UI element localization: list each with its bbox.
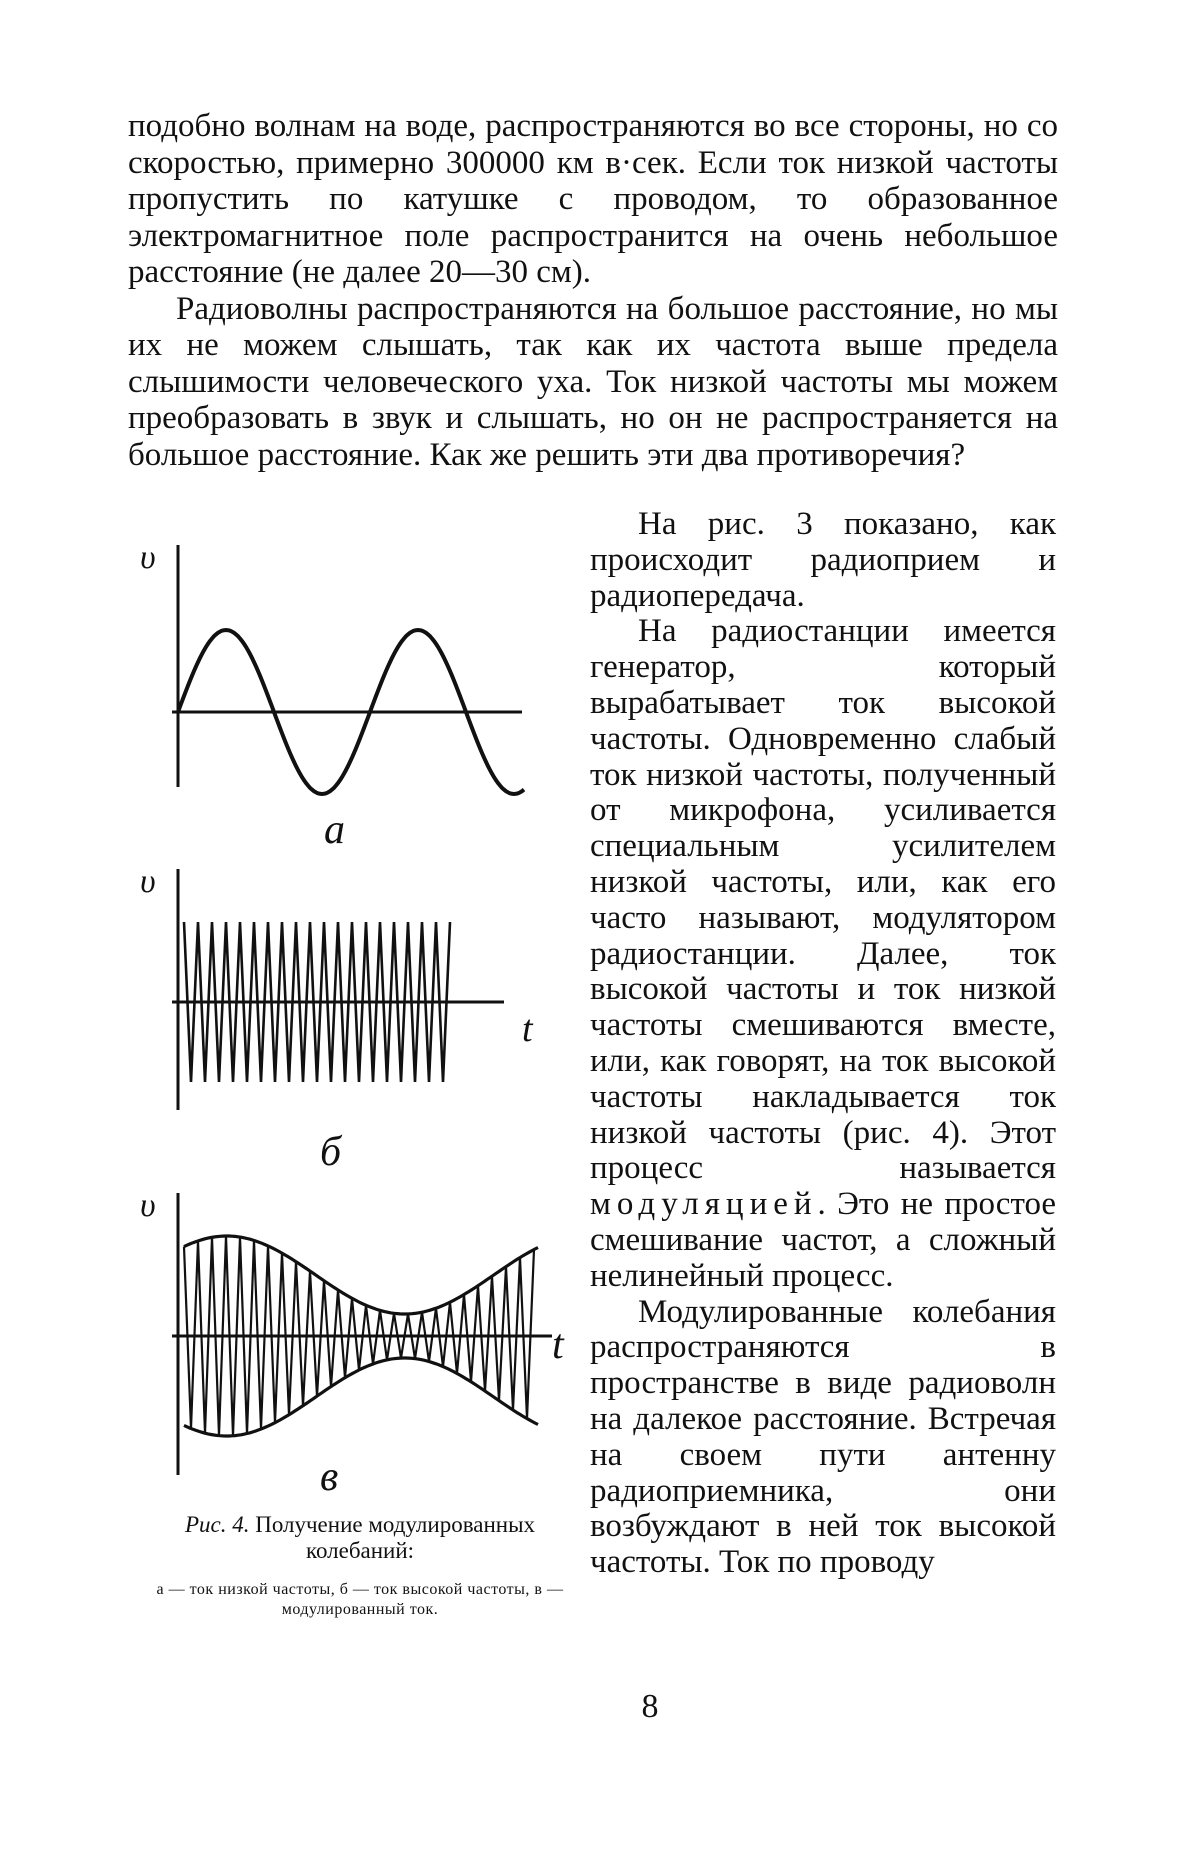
figure-4 (120, 525, 580, 1635)
figure-caption (140, 1512, 580, 1564)
paragraph-1: подобно волнам на воде, распространяются во все стороны, но со скоростью, примерно 300000 км в·сек. Если ток низкой частоты пропустить по катушке с проводом, то образованное электромагнитное поле распространится на очень небольшое расстояние (не далее 20—30 см). (128, 108, 1058, 290)
paragraph-2: Радиоволны распространяются на большое расстояние, но мы их не можем слышать, так как их частота выше предела слышимости человеческого уха. Ток низкой частоты мы можем преобразовать в звук и слышать, но он не распространяется на большое расстояние. Как же решить эти два противоречия? (128, 290, 1058, 473)
figure-4-drawing (120, 525, 580, 1635)
paragraph-3: На рис. 3 показано, как происходит радиоприем и радиопередача. (590, 506, 1056, 614)
paragraph-4-part-2: . Это не простое смешивание частот, а сложный нелинейный процесс. (590, 1186, 1056, 1294)
panel-b-label: б (320, 1129, 342, 1175)
panel-c-label: в (320, 1454, 339, 1500)
paragraph-4 (590, 614, 1056, 1294)
figure-caption-title: Получение модулированных колебаний: (255, 1512, 536, 1563)
panel-a-label: а (324, 807, 345, 853)
figure-legend: а — ток низкой частоты, б — ток высокой частоты, в — модулированный ток. (156, 1581, 564, 1618)
paragraph-4-part-1: На радиостанции имеется генератор, который вырабатывает ток высокой частоты. Одновременно слабый ток низкой частоты, полученный от микрофона, усиливается специальным усилителем низкой частоты, или, как его часто называют, модулятором радиостанции. Далее, ток высокой частоты и ток низкой частоты смешиваются вместе, или, как говорят, на ток высокой частоты накладывается ток низкой частоты (рис. 4). Этот процесс называется (590, 613, 1056, 1187)
top-text-block (128, 108, 1058, 473)
term-modulation: модуляцией (590, 1186, 818, 1223)
panel-b-time-symbol: t (522, 1008, 533, 1050)
panel-c-axis-symbol: υ (140, 1187, 156, 1224)
paragraph-5: Модулированные колебания распространяются в пространстве в виде радиоволн на далекое расстояние. Встречая на своем пути антенну радиоприемника, они возбуждают в ней ток высокой частоты. Ток по проводу (590, 1293, 1056, 1581)
panel-c-time-symbol: t (552, 1322, 564, 1368)
page-number: 8 (641, 1688, 659, 1725)
panel-b-axis-symbol: υ (140, 863, 156, 900)
panel-a-axis-symbol: υ (140, 539, 156, 576)
right-text-column (590, 507, 1056, 1581)
figure-caption-number: Рис. 4. (184, 1512, 250, 1537)
panel-c-envelope-bottom (184, 1358, 538, 1436)
